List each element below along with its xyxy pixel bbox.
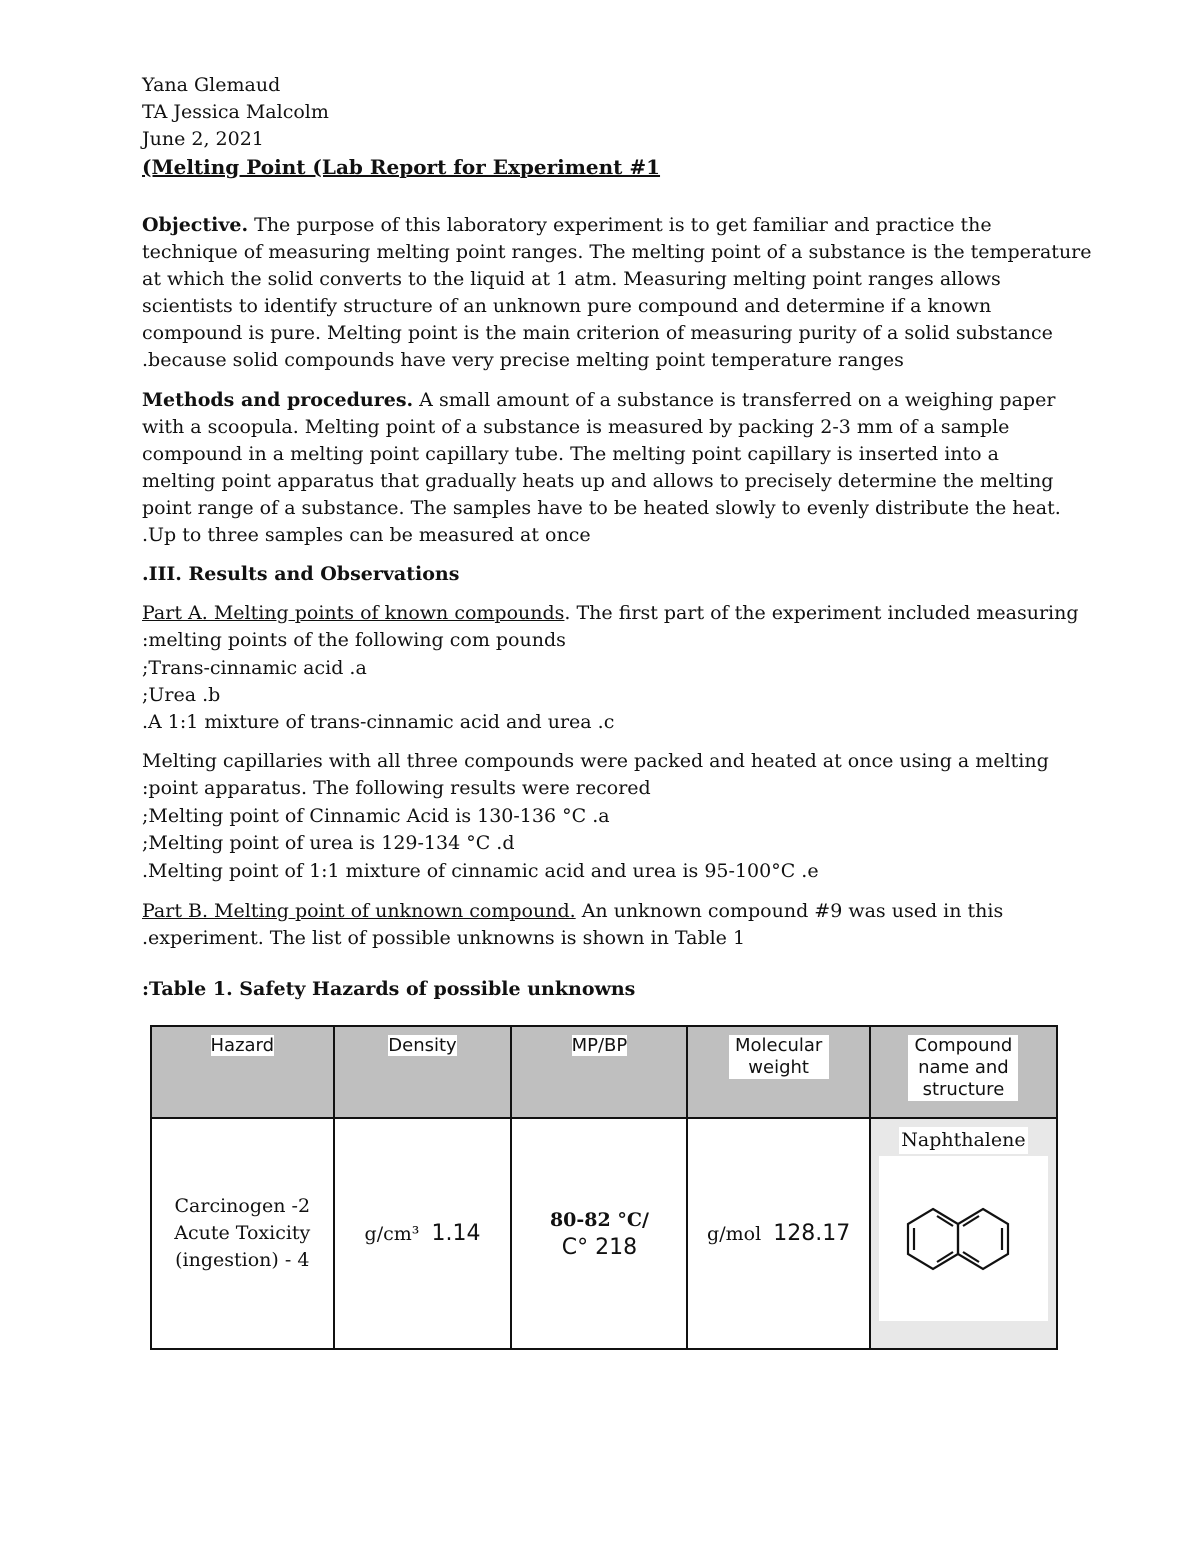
mp-result-e: .Melting point of 1:1 mixture of cinnamic acid and urea is 95-100°C .e xyxy=(142,860,819,882)
density-value: 1.14 xyxy=(431,1220,481,1246)
header-compound: Compound name and structure xyxy=(870,1026,1057,1118)
report-title: (Melting Point (Lab Report for Experiment #1 xyxy=(142,155,661,179)
cell-molecular-weight xyxy=(687,1118,869,1349)
objective-line-3: at which the solid converts to the liquid at 1 atm. Measuring melting point ranges allows xyxy=(142,268,1001,290)
capillary-line-1: Melting capillaries with all three compounds were packed and heated at once using a melting xyxy=(142,750,1049,772)
methods-line-4: melting point apparatus that gradually heats up and allows to precisely determine the melting xyxy=(142,470,1054,492)
compound-item-b: ;Urea .b xyxy=(142,684,221,706)
objective-line-2: technique of measuring melting point ranges. The melting point of a substance is the temperature xyxy=(142,241,1092,263)
header-molecular-weight: Molecular weight xyxy=(687,1026,869,1118)
methods-line-1: Methods and procedures. A small amount of a substance is transferred on a weighing paper xyxy=(142,389,1056,411)
methods-line-6: .Up to three samples can be measured at once xyxy=(142,524,591,546)
hazards-table xyxy=(150,1025,1058,1350)
table-caption: :Table 1. Safety Hazards of possible unknowns xyxy=(142,978,636,1000)
partB-line-2: .experiment. The list of possible unknowns is shown in Table 1 xyxy=(142,927,746,949)
objective-line-1: Objective. The purpose of this laboratory experiment is to get familiar and practice the xyxy=(142,214,992,236)
report-date: June 2, 2021 xyxy=(142,128,264,150)
partA-line-2: :melting points of the following com pounds xyxy=(142,629,566,651)
header-density: Density xyxy=(334,1026,512,1118)
mw-unit: g/mol xyxy=(707,1222,762,1245)
header-hazard: Hazard xyxy=(151,1026,334,1118)
results-heading: .III. Results and Observations xyxy=(142,563,460,585)
mp-result-a: ;Melting point of Cinnamic Acid is 130-136 °C .a xyxy=(142,805,610,827)
compound-name: Naphthalene xyxy=(899,1127,1027,1154)
methods-line-5: point range of a substance. The samples have to be heated slowly to evenly distribute the heat. xyxy=(142,497,1061,519)
partA-line-1: Part A. Melting points of known compounds. The first part of the experiment included measuring xyxy=(142,602,1079,624)
ta-name: TA Jessica Malcolm xyxy=(142,101,329,123)
cell-mpbp xyxy=(511,1118,687,1349)
density-unit: g/cm³ xyxy=(364,1222,420,1245)
partB-line-1: Part B. Melting point of unknown compound. An unknown compound #9 was used in this xyxy=(142,900,1004,922)
mw-value: 128.17 xyxy=(773,1220,851,1246)
mp-result-d: ;Melting point of urea is 129-134 °C .d xyxy=(142,832,515,854)
objective-line-6: .because solid compounds have very precise melting point temperature ranges xyxy=(142,349,904,371)
naphthalene-structure-icon xyxy=(903,1199,1023,1279)
table-row xyxy=(151,1118,1057,1349)
author-name: Yana Glemaud xyxy=(142,74,281,96)
compound-item-c: .A 1:1 mixture of trans-cinnamic acid and urea .c xyxy=(142,711,615,733)
objective-line-4: scientists to identify structure of an unknown pure compound and determine if a known xyxy=(142,295,992,317)
capillary-line-2: :point apparatus. The following results were recored xyxy=(142,777,651,799)
header-mpbp: MP/BP xyxy=(511,1026,687,1118)
melting-point: 80-82 °C/ xyxy=(549,1208,649,1231)
boiling-point: C° 218 xyxy=(561,1234,638,1260)
cell-hazard: Carcinogen -2 Acute Toxicity (ingestion) - 4 xyxy=(151,1118,334,1349)
partA-label: Part A. Melting points of known compounds xyxy=(142,602,565,624)
cell-compound xyxy=(870,1118,1057,1349)
cell-density xyxy=(334,1118,512,1349)
methods-line-3: compound in a melting point capillary tube. The melting point capillary is inserted into a xyxy=(142,443,999,465)
objective-label: Objective. xyxy=(142,214,249,236)
methods-line-2: with a scoopula. Melting point of a substance is measured by packing 2-3 mm of a sample xyxy=(142,416,1010,438)
table-header-row xyxy=(151,1026,1057,1118)
methods-label: Methods and procedures. xyxy=(142,389,414,411)
compound-item-a: ;Trans-cinnamic acid .a xyxy=(142,657,367,679)
partB-label: Part B. Melting point of unknown compound. xyxy=(142,900,576,922)
structure-box xyxy=(879,1156,1048,1321)
objective-line-5: compound is pure. Melting point is the main criterion of measuring purity of a solid substance xyxy=(142,322,1053,344)
